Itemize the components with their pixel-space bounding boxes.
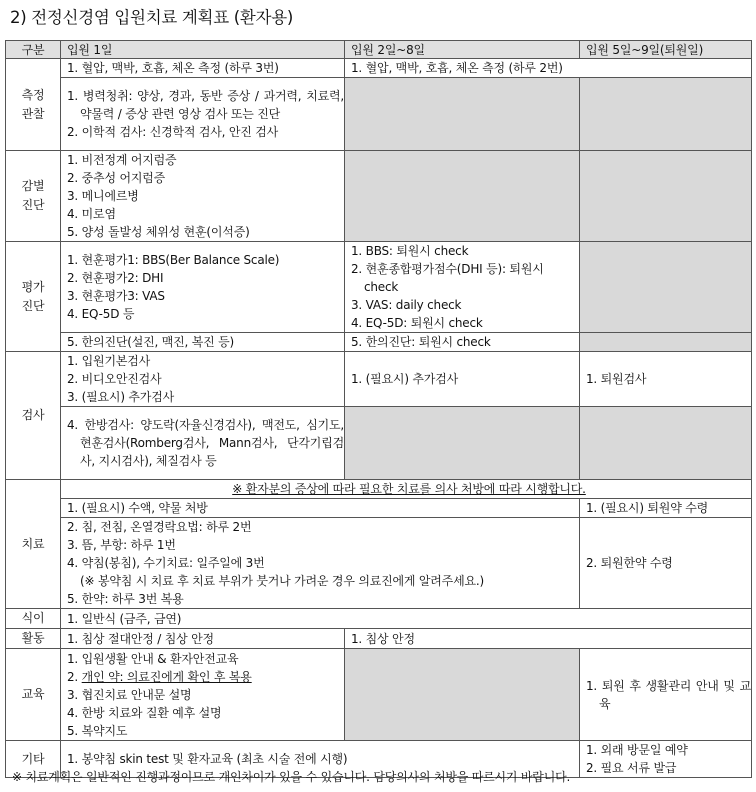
list-item: 4. EQ-5D 등 bbox=[67, 307, 135, 321]
empty-cell bbox=[580, 78, 752, 151]
table-row bbox=[6, 518, 752, 609]
header-category: 구분 bbox=[6, 41, 61, 59]
list-item: 4. EQ-5D: 퇴원시 check bbox=[351, 316, 483, 330]
treatment-note bbox=[61, 480, 752, 499]
list-item: 2. 개인 약: 의료진에게 확인 후 복용 bbox=[67, 669, 252, 684]
list-item: 1. BBS: 퇴원시 check bbox=[351, 244, 469, 258]
table-row bbox=[6, 629, 752, 649]
list-item: 1. 입원생활 안내 & 환자안전교육 bbox=[67, 651, 239, 666]
list-item: 4. 약침(봉침), 수기치료: 일주일에 3번 bbox=[67, 556, 265, 570]
cell-text: 1. 혈압, 맥박, 호흡, 체온 측정 (하루 3번) bbox=[61, 59, 345, 78]
cell-text: 1. 일반식 (금주, 금연) bbox=[61, 609, 752, 629]
list-item: 1. 입원기본검사 bbox=[67, 354, 151, 368]
cell-text: 1. 침상 절대안정 / 침상 안정 bbox=[61, 629, 345, 649]
list-item: 2. 침, 전침, 온열경락요법: 하루 2번 bbox=[67, 520, 252, 534]
category-evaluation: 평가 진단 bbox=[6, 242, 61, 352]
table-row bbox=[6, 333, 752, 352]
cell-text: 1. (필요시) 수액, 약물 처방 bbox=[61, 499, 580, 518]
cell-list bbox=[61, 78, 345, 151]
list-item: 4. 한방검사: 양도락(자율신경검사), 맥전도, 심기도, 현훈검사(Romberg검사, Mann검사, 단각기립검사, 지시검사), 체질검사 등 bbox=[67, 418, 344, 468]
treatment-note-text: ※ 환자분의 증상에 따라 필요한 치료를 의사 처방에 따라 시행합니다. bbox=[232, 482, 586, 496]
table-row bbox=[6, 499, 752, 518]
cell-list bbox=[345, 242, 580, 333]
cell-text: 1. (필요시) 추가검사 bbox=[345, 352, 580, 407]
category-treatment: 치료 bbox=[6, 480, 61, 609]
list-item: 3. VAS: daily check bbox=[351, 298, 462, 312]
list-item: 3. (필요시) 추가검사 bbox=[67, 390, 174, 404]
list-item: 3. 메니에르병 bbox=[67, 189, 139, 203]
category-education: 교육 bbox=[6, 649, 61, 741]
table-row bbox=[6, 78, 752, 151]
list-item: 3. 뜸, 부항: 하루 1번 bbox=[67, 538, 176, 552]
list-item: 1. 외래 방문일 예약 bbox=[586, 743, 688, 757]
list-item: 3. 협진치료 안내문 설명 bbox=[67, 687, 192, 702]
cell-list bbox=[61, 518, 580, 609]
list-item: 1. 병력청취: 양상, 경과, 동반 증상 / 과거력, 치료력, 약물력 / 증상 관련 영상 검사 또는 진단 bbox=[67, 89, 344, 121]
table-row bbox=[6, 649, 752, 741]
table-row bbox=[6, 59, 752, 78]
list-item: 3. 현훈평가3: VAS bbox=[67, 289, 165, 303]
cell-list bbox=[61, 407, 345, 480]
list-item: 5. 양성 돌발성 체위성 현훈(이석증) bbox=[67, 225, 250, 239]
cell-text: 2. 퇴원한약 수령 bbox=[580, 518, 752, 609]
empty-cell bbox=[580, 151, 752, 242]
list-item: 2. 중추성 어지럼증 bbox=[67, 171, 166, 185]
empty-cell bbox=[345, 78, 580, 151]
header-day1: 입원 1일 bbox=[61, 41, 345, 59]
category-differential: 감별 진단 bbox=[6, 151, 61, 242]
cell-list bbox=[61, 352, 345, 407]
list-item: 5. 복약지도 bbox=[67, 723, 128, 738]
category-observe: 측정 관찰 bbox=[6, 59, 61, 151]
empty-cell bbox=[580, 242, 752, 333]
list-item: 2. 현훈종합평가점수(DHI 등): 퇴원시 check bbox=[351, 262, 544, 294]
cell-list bbox=[580, 741, 752, 778]
empty-cell bbox=[580, 333, 752, 352]
list-item: 2. 이학적 검사: 신경학적 검사, 안진 검사 bbox=[67, 125, 279, 139]
table-row bbox=[6, 151, 752, 242]
category-diet: 식이 bbox=[6, 609, 61, 629]
table-header-row bbox=[6, 41, 752, 59]
cell-text: 1. (필요시) 퇴원약 수령 bbox=[580, 499, 752, 518]
category-exam: 검사 bbox=[6, 352, 61, 480]
empty-cell bbox=[580, 407, 752, 480]
cell-text: 5. 한의진단(설진, 맥진, 복진 등) bbox=[61, 333, 345, 352]
list-item: 4. 한방 치료와 질환 예후 설명 bbox=[67, 705, 222, 720]
table-row bbox=[6, 352, 752, 407]
footnote: ※ 치료계획은 일반적인 진행과정이므로 개인차이가 있을 수 있습니다. 담당의사의 처방을 따르시기 바랍니다. bbox=[12, 770, 571, 784]
cell-list bbox=[61, 151, 345, 242]
table-row bbox=[6, 609, 752, 629]
list-item: 1. 비전정계 어지럼증 bbox=[67, 153, 177, 167]
list-item-note: (※ 봉약침 시 치료 후 치료 부위가 붓거나 가려운 경우 의료진에게 알려주세요.) bbox=[80, 574, 484, 588]
list-item: 2. 필요 서류 발급 bbox=[586, 761, 677, 775]
treatment-plan-table bbox=[5, 40, 752, 778]
header-discharge: 입원 5일~9일(퇴원일) bbox=[580, 41, 752, 59]
list-item: 2. 현훈평가2: DHI bbox=[67, 271, 164, 285]
cell-text: 5. 한의진단: 퇴원시 check bbox=[345, 333, 580, 352]
page-title: 2) 전정신경염 입원치료 계획표 (환자용) bbox=[10, 8, 293, 27]
list-item: 4. 미로염 bbox=[67, 207, 116, 221]
list-item: 5. 한약: 하루 3번 복용 bbox=[67, 592, 184, 606]
list-item: 1. 퇴원 후 생활관리 안내 및 교육 bbox=[586, 678, 751, 711]
empty-cell bbox=[345, 407, 580, 480]
cell-text: 1. 퇴원검사 bbox=[580, 352, 752, 407]
cell-text: 1. 혈압, 맥박, 호흡, 체온 측정 (하루 2번) bbox=[345, 59, 752, 78]
cell-list bbox=[61, 242, 345, 333]
cell-text: 1. 봉약침 skin test 및 환자교육 (최초 시술 전에 시행) bbox=[61, 741, 580, 778]
cell-text: 1. 침상 안정 bbox=[345, 629, 752, 649]
category-activity: 활동 bbox=[6, 629, 61, 649]
table-row bbox=[6, 242, 752, 333]
table-row bbox=[6, 480, 752, 499]
category-etc: 기타 bbox=[6, 741, 61, 778]
underlined-text: 개인 약: 의료진에게 확인 후 복용 bbox=[81, 669, 252, 684]
table-row bbox=[6, 407, 752, 480]
header-day2-8: 입원 2일~8일 bbox=[345, 41, 580, 59]
empty-cell bbox=[345, 649, 580, 741]
list-item: 2. 비디오안진검사 bbox=[67, 372, 162, 386]
list-item: 1. 현훈평가1: BBS(Ber Balance Scale) bbox=[67, 253, 280, 267]
empty-cell bbox=[345, 151, 580, 242]
cell-list bbox=[61, 649, 345, 741]
cell-list bbox=[580, 649, 752, 741]
